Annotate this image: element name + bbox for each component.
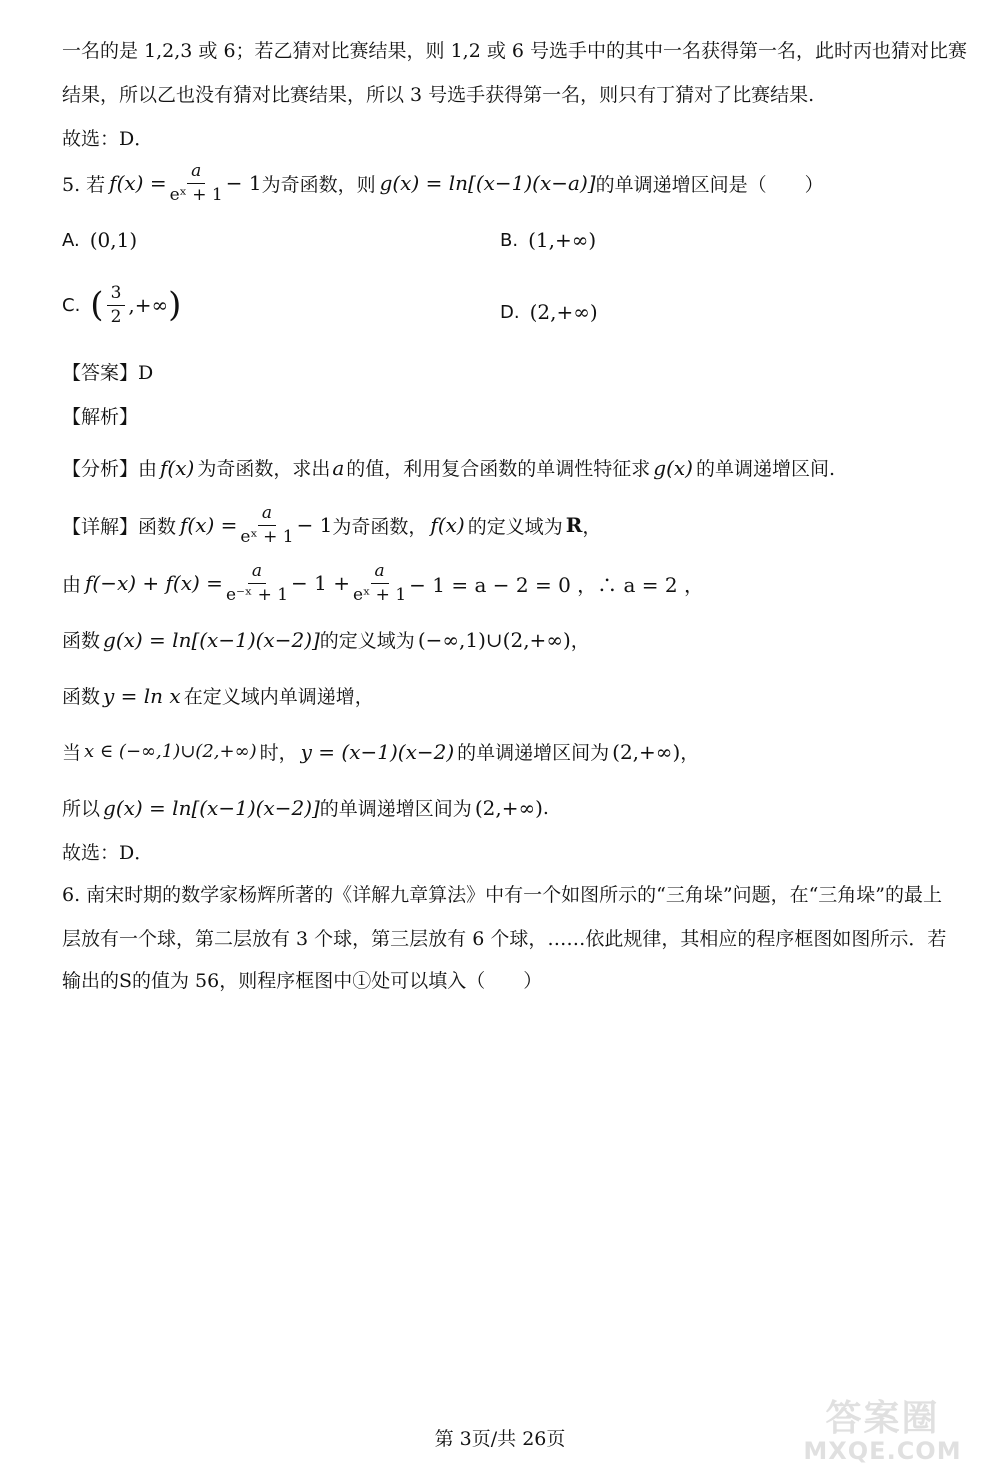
q6-line-2: 层放有一个球，第二层放有 3 个球，第三层放有 6 个球，……依此规律，其相应的程序框图如图所示．若 bbox=[62, 928, 947, 950]
detail-line3-mid: 的定义域为 bbox=[319, 630, 415, 652]
detail-line6-head: 所以 bbox=[62, 798, 101, 820]
detail-line2-num2: a bbox=[371, 562, 389, 584]
detail-line5-int: (2,+∞) bbox=[612, 739, 681, 764]
detail-line2-lhs: f(−x) + f(x) = bbox=[85, 571, 223, 596]
q5-f-lhs: f(x) = bbox=[109, 171, 167, 196]
q5-mid: 为奇函数，则 bbox=[261, 173, 376, 196]
option-a[interactable] bbox=[62, 228, 137, 252]
fenxi-g: g(x) bbox=[653, 455, 693, 480]
q6-line-1: 6. 南宋时期的数学家杨辉所著的《详解九章算法》中有一个如图所示的“三角垛”问题，在“三角垛”的最上 bbox=[62, 884, 943, 906]
detail-line-4 bbox=[62, 682, 374, 709]
detail-line4-expr: y = ln x bbox=[103, 683, 181, 708]
fenxi-a: a bbox=[332, 455, 345, 480]
detail-t3: ， bbox=[582, 515, 602, 538]
prev-text-line-1: 一名的是 1,2,3 或 6；若乙猜对比赛结果，则 1,2 或 6 号选手中的其中一名获得第一名，此时丙也猜对比赛 bbox=[62, 40, 968, 62]
detail-line2-den1: e⁻ˣ + 1 bbox=[225, 584, 289, 605]
detail-line2-mid: − 1 + bbox=[291, 571, 351, 596]
option-d[interactable] bbox=[500, 300, 598, 324]
detail-line4-tail: 在定义域内单调递增， bbox=[183, 686, 374, 708]
detail-line-1 bbox=[62, 504, 601, 546]
detail-line2-head: 由 bbox=[62, 573, 82, 596]
watermark-logo bbox=[785, 1390, 980, 1465]
option-b-label: B. bbox=[500, 229, 519, 251]
detail-line5-expr: y = (x−1)(x−2) bbox=[300, 739, 455, 764]
q5-prefix: 5. 若 bbox=[62, 173, 106, 196]
q5-frac-num: a bbox=[187, 162, 205, 184]
q5-minus-one: − 1 bbox=[225, 171, 262, 196]
detail-line6-tail: . bbox=[542, 796, 549, 819]
fenxi-line bbox=[62, 454, 835, 481]
detail-line3-expr: g(x) = ln[(x−1)(x−2)] bbox=[103, 627, 320, 652]
detail-line2-tail: − 1 = a − 2 = 0 ，∴ a = 2 ， bbox=[409, 572, 704, 597]
option-c-den: 2 bbox=[110, 306, 122, 327]
detail-line2-den2: eˣ + 1 bbox=[353, 584, 407, 605]
detail-line3-tail: ， bbox=[570, 630, 590, 652]
detail-line3-head: 函数 bbox=[62, 630, 101, 652]
detail-line5-tail: ， bbox=[680, 742, 700, 764]
detail-R: R bbox=[565, 513, 583, 538]
detail-line6-expr: g(x) = ln[(x−1)(x−2)] bbox=[103, 795, 320, 820]
detail-frac-num: a bbox=[258, 504, 276, 526]
option-b[interactable] bbox=[500, 228, 596, 252]
fenxi-t1: 为奇函数，求出 bbox=[197, 458, 331, 480]
watermark-top: 答案圈 bbox=[825, 1398, 940, 1439]
option-d-value: (2,+∞) bbox=[529, 300, 598, 324]
fenxi-t2: 的值，利用复合函数的单调性特征求 bbox=[346, 458, 651, 480]
option-b-value: (1,+∞) bbox=[528, 228, 597, 252]
detail-line4-head: 函数 bbox=[62, 686, 101, 708]
option-c-label: C. bbox=[62, 294, 81, 316]
detail-line2-num1: a bbox=[248, 562, 266, 584]
q5-stem bbox=[62, 162, 824, 204]
option-c[interactable] bbox=[62, 284, 181, 326]
detail-line-6 bbox=[62, 794, 549, 821]
detail-line6-int: (2,+∞) bbox=[474, 795, 543, 820]
prev-text-line-2: 结果，所以乙也没有猜对比赛结果，所以 3 号选手获得第一名，则只有丁猜对了比赛结果. bbox=[62, 84, 815, 106]
detail-choice: 故选：D． bbox=[62, 842, 154, 864]
detail-line5-cond: x ∈ (−∞,1)∪(2,+∞) bbox=[84, 741, 257, 762]
detail-line5-mid: 时， bbox=[259, 742, 298, 764]
detail-f-lhs: f(x) = bbox=[180, 513, 238, 538]
detail-line-2 bbox=[62, 562, 704, 604]
fenxi-f: f(x) bbox=[160, 455, 195, 480]
q5-frac-den: eˣ + 1 bbox=[169, 184, 223, 205]
q5-suffix: 的单调递增区间是（ ） bbox=[595, 173, 824, 196]
option-c-rest: ,+∞ bbox=[128, 293, 169, 318]
q6-line-3: 输出的S的值为 56，则程序框图中①处可以填入（ ） bbox=[62, 970, 543, 992]
option-a-label: A. bbox=[62, 229, 80, 251]
detail-line-5 bbox=[62, 738, 699, 765]
detail-line5-head: 当 bbox=[62, 742, 82, 764]
detail-fraction bbox=[240, 504, 293, 546]
fenxi-t3: 的单调递增区间. bbox=[695, 458, 836, 480]
detail-f: f(x) bbox=[430, 513, 465, 538]
page-number: 第 3页/共 26页 bbox=[434, 1428, 566, 1450]
option-d-label: D. bbox=[500, 301, 520, 323]
detail-line2-fraction-1 bbox=[226, 562, 288, 604]
detail-frac-den: eˣ + 1 bbox=[240, 526, 294, 547]
fenxi-head: 【分析】由 bbox=[62, 458, 158, 480]
detail-line5-mid2: 的单调递增区间为 bbox=[457, 742, 610, 764]
detail-t2: 的定义域为 bbox=[467, 515, 563, 538]
detail-t1: 为奇函数， bbox=[332, 515, 428, 538]
detail-line6-mid: 的单调递增区间为 bbox=[319, 798, 472, 820]
option-c-num: 3 bbox=[107, 284, 126, 306]
option-c-fraction bbox=[107, 284, 126, 326]
detail-head: 【详解】函数 bbox=[62, 515, 177, 538]
watermark-bottom: MXQE.COM bbox=[803, 1437, 962, 1465]
q5-fraction bbox=[170, 162, 223, 204]
detail-line2-fraction-2 bbox=[353, 562, 406, 604]
answer: 【答案】D bbox=[62, 362, 154, 384]
detail-line-3 bbox=[62, 626, 590, 653]
option-c-lparen: ( bbox=[90, 285, 104, 326]
analysis-title: 【解析】 bbox=[62, 406, 139, 428]
detail-line3-domain: (−∞,1)∪(2,+∞) bbox=[417, 627, 571, 652]
prev-choice: 故选：D． bbox=[62, 128, 154, 150]
q5-g-expr: g(x) = ln[(x−1)(x−a)] bbox=[379, 171, 596, 196]
option-c-rparen: ) bbox=[168, 285, 182, 326]
detail-minus-one: − 1 bbox=[296, 513, 333, 538]
option-a-value: (0,1) bbox=[89, 228, 138, 252]
